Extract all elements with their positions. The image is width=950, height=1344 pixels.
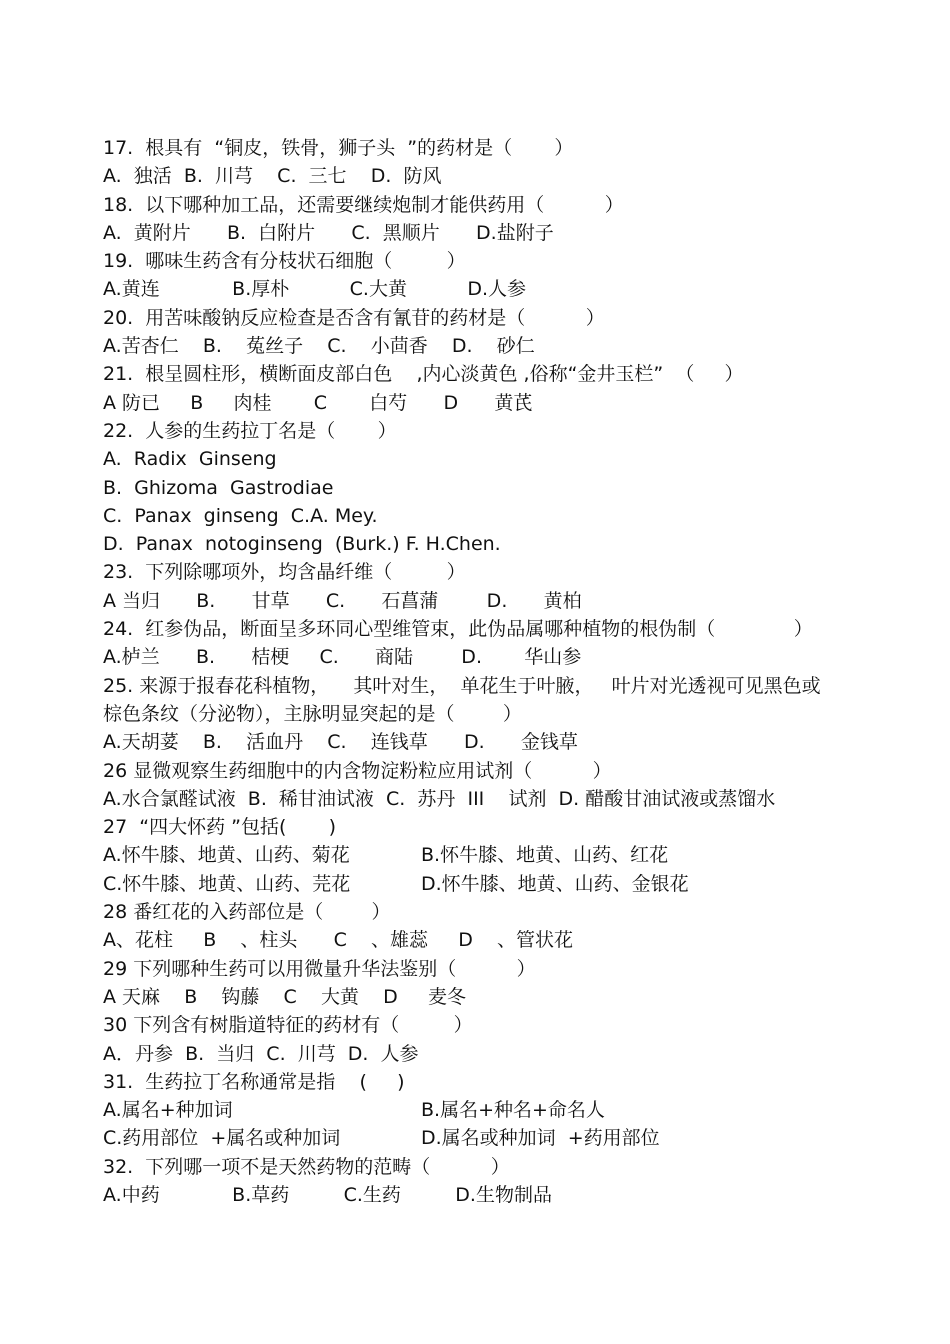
exam-page	[103, 134, 903, 1209]
question-stem: 32. 下列哪一项不是天然药物的范畴（ ）	[103, 1155, 510, 1178]
question-stem: 22. 人参的生药拉丁名是（ ）	[103, 419, 397, 442]
question-stem: 18. 以下哪种加工品，还需要继续炮制才能供药用（ ）	[103, 193, 624, 216]
answer-option: A.属名+种加词	[103, 1099, 233, 1122]
answer-options: A. 独活 B. 川芎 C. 三七 D. 防风	[103, 165, 442, 188]
answer-option: C.怀牛膝、地黄、山药、芫花	[103, 872, 351, 895]
question-stem: 19. 哪味生药含有分枝状石细胞（ ）	[103, 250, 466, 273]
question-stem: 25. 来源于报春花科植物， 其叶对生， 单花生于叶腋， 叶片对光透视可见黑色或	[103, 674, 821, 697]
answer-options: A.水合氯醛试液 B. 稀甘油试液 C. 苏丹 III 试剂 D. 醋酸甘油试液或蒸馏水	[103, 787, 776, 810]
answer-option: C.药用部位 +属名或种加词	[103, 1127, 341, 1150]
answer-options: A.中药 B.草药 C.生药 D.生物制品	[103, 1183, 552, 1206]
question-stem: 20. 用苦味酸钠反应检查是否含有氰苷的药材是（ ）	[103, 306, 605, 329]
question-stem: 21. 根呈圆柱形，横断面皮部白色 ,内心淡黄色 ,俗称“金井玉栏” （ ）	[103, 363, 744, 386]
question-stem: 27 “四大怀药 ”包括( )	[103, 816, 337, 839]
answer-options: A 防已 B 肉桂 C 白芍 D 黄芪	[103, 391, 533, 414]
question-stem: 24. 红参伪品，断面呈多环同心型维管束，此伪品属哪种植物的根伪制（ ）	[103, 618, 813, 641]
answer-option: D.怀牛膝、地黄、山药、金银花	[421, 872, 689, 895]
answer-options: A.天胡荽 B. 活血丹 C. 连钱草 D. 金钱草	[103, 731, 578, 754]
answer-options: A 当归 B. 甘草 C. 石菖蒲 D. 黄柏	[103, 589, 582, 612]
answer-option: D.属名或种加词 +药用部位	[421, 1127, 660, 1150]
answer-option: A.怀牛膝、地黄、山药、菊花	[103, 844, 350, 867]
answer-options-row	[103, 870, 903, 898]
answer-option: B.怀牛膝、地黄、山药、红花	[421, 844, 669, 867]
answer-options: C. Panax ginseng C.A. Mey.	[103, 504, 378, 527]
answer-options: A、花柱 B 、柱头 C 、雄蕊 D 、管状花	[103, 929, 574, 952]
answer-options: A．丹参 B. 当归 C. 川芎 D. 人参	[103, 1042, 419, 1065]
answer-options: A 天麻 B 钩藤 C 大黄 D 麦冬	[103, 985, 466, 1008]
answer-options: A. 黄附片 B. 白附片 C. 黑顺片 D.盐附子	[103, 221, 554, 244]
question-stem: 29 下列哪种生药可以用微量升华法鉴别（ ）	[103, 957, 536, 980]
answer-options: D. Panax notoginseng (Burk.) F. H.Chen.	[103, 533, 501, 556]
answer-options-row	[103, 1096, 903, 1124]
answer-options: B. Ghizoma Gastrodiae	[103, 476, 334, 499]
answer-options: A.苦杏仁 B. 菟丝子 C. 小茴香 D. 砂仁	[103, 335, 535, 358]
question-stem: 30 下列含有树脂道特征的药材有（ ）	[103, 1014, 473, 1037]
question-stem: 26 显微观察生药细胞中的内含物淀粉粒应用试剂（ ）	[103, 759, 612, 782]
question-stem: 17. 根具有 “铜皮，铁骨，狮子头 ”的药材是（ ）	[103, 137, 574, 159]
answer-options: A.黄连 B.厚朴 C.大黄 D.人参	[103, 278, 527, 301]
answer-options: A. Radix Ginseng	[103, 448, 277, 471]
answer-options: A.栌兰 B. 桔梗 C. 商陆 D. 华山参	[103, 646, 582, 669]
answer-option: B.属名+种名+命名人	[421, 1099, 605, 1122]
answer-options: 棕色条纹（分泌物），主脉明显突起的是（ ）	[103, 702, 522, 725]
question-stem: 23. 下列除哪项外，均含晶纤维（ ）	[103, 561, 466, 584]
answer-options-row	[103, 1124, 903, 1152]
answer-options-row	[103, 841, 903, 869]
question-stem: 28 番红花的入药部位是（ ）	[103, 901, 391, 924]
question-stem: 31. 生药拉丁名称通常是指 ( )	[103, 1070, 405, 1093]
